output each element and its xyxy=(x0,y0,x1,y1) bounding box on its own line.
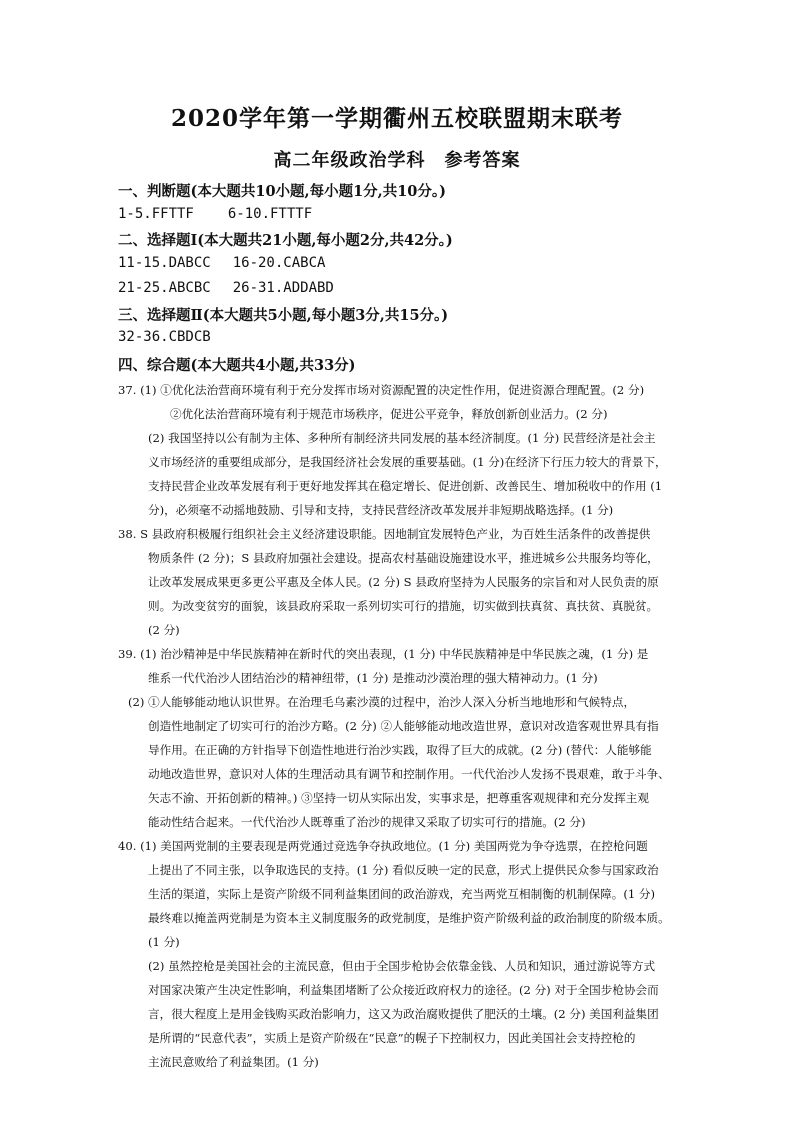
section-2-answers-row-2 xyxy=(118,280,334,296)
answer-group: 21-25.ABCBC xyxy=(118,280,211,296)
answer-line: 40. (1) 美国两党制的主要表现是两党通过竞选争夺执政地位。(1 分) 美国两党为争夺选票，在控枪问题 xyxy=(118,839,648,853)
answer-line: (1 分) xyxy=(148,935,180,949)
section-1-heading: 一、判断题(本大题共10小题,每小题1分,共10分。) xyxy=(118,183,447,200)
answer-line: 主流民意败给了利益集团。(1 分) xyxy=(148,1055,319,1069)
answer-line: ②优化法治营商环境有利于规范市场秩序，促进公平竞争，释放创新创业活力。(2 分) xyxy=(170,407,608,421)
answer-line: (2) ①人能够能动地认识世界。在治理毛乌素沙漠的过程中，治沙人深入分析当地地形和气候特点， xyxy=(128,695,636,709)
answer-line: 38. S 县政府积极履行组织社会主义经济建设职能。因地制宜发展特色产业，为百姓生活条件的改善提供 xyxy=(118,527,651,541)
answer-line: (2) 我国坚持以公有制为主体、多种所有制经济共同发展的基本经济制度。(1 分) 民营经济是社会主 xyxy=(148,431,656,445)
answer-line: 创造性地制定了切实可行的治沙方略。(2 分) ②人能够能动地改造世界，意识对改造客观世界具有指 xyxy=(148,719,659,733)
answer-group: 1-5.FFTTF xyxy=(118,206,194,222)
answer-line: 支持民营企业改革发展有利于更好地发挥其在稳定增长、促进创新、改善民生、增加税收中的作用 (1 xyxy=(148,479,663,493)
answer-line: 让改革发展成果更多更公平惠及全体人民。(2 分) S 县政府坚持为人民服务的宗旨和对人民负责的原 xyxy=(148,575,659,589)
answer-line: 矢志不渝、开拓创新的精神。) ③坚持一切从实际出发，实事求是，把尊重客观规律和充分发挥主观 xyxy=(148,791,649,805)
answer-line: 最终难以掩盖两党制是为资本主义制度服务的政党制度，是维护资产阶级利益的政治制度的阶级本质。 xyxy=(148,911,670,925)
section-3-answers: 32-36.CBDCB xyxy=(118,329,211,345)
section-3-heading: 三、选择题Ⅱ(本大题共5小题,每小题3分,共15分。) xyxy=(118,307,449,324)
answer-line: 义市场经济的重要组成部分，是我国经济社会发展的重要基础。(1 分)在经济下行压力较大的背景下， xyxy=(148,455,667,469)
answer-line: 37. (1) ①优化法治营商环境有利于充分发挥市场对资源配置的决定性作用，促进资源合理配置。(2 分) xyxy=(118,383,645,397)
section-2-answers-row-1 xyxy=(118,255,325,271)
section-1-answers xyxy=(118,206,312,222)
answer-group: 11-15.DABCC xyxy=(118,255,211,271)
answer-group: 26-31.ADDABD xyxy=(232,280,334,296)
answer-line: 导作用。在正确的方针指导下创造性地进行治沙实践，取得了巨大的成就。(2 分) (替代：人能够能 xyxy=(148,743,652,757)
answer-line: 生活的渠道，实际上是资产阶级不同利益集团间的政治游戏，充当两党互相制衡的机制保障。(1 分) xyxy=(148,887,656,901)
answer-line: 维系一代代治沙人团结治沙的精神纽带，(1 分) 是推动沙漠治理的强大精神动力。(1 分) xyxy=(148,671,598,685)
answer-line: 动地改造世界，意识对人体的生理活动具有调节和控制作用。一代代治沙人发扬不畏艰难，敢于斗争、 xyxy=(148,767,670,781)
answer-line: (2) 虽然控枪是美国社会的主流民意，但由于全国步枪协会依靠金钱、人员和知识，通过游说等方式 xyxy=(148,959,656,973)
answer-group: 6-10.FTTTF xyxy=(227,206,313,222)
answer-line: 上提出了不同主张，以争取选民的支持。(1 分) 看似反映一定的民意，形式上提供民众参与国家政治 xyxy=(148,863,659,877)
answer-line: (2 分) xyxy=(148,623,180,637)
answer-line: 言，很大程度上是用金钱购买政治影响力，这又为政治腐败提供了肥沃的土壤。(2 分) 美国利益集团 xyxy=(148,1007,659,1021)
answer-line: 分)，必须毫不动摇地鼓励、引导和支持，支持民营经济改革发展并非短期战略选择。(1 分) xyxy=(148,503,614,517)
answer-line: 物质条件 (2 分)；S 县政府加强社会建设。提高农村基础设施建设水平，推进城乡公共服务均等化， xyxy=(148,551,659,565)
page-title: 2020学年第一学期衢州五校联盟期末联考 xyxy=(170,105,623,132)
page-subtitle: 高二年级政治学科 参考答案 xyxy=(273,150,521,171)
answer-line: 对国家决策产生决定性影响，利益集团堵断了公众接近政府权力的途径。(2 分) 对于全国步枪协会而 xyxy=(148,983,659,997)
section-4-heading: 四、综合题(本大题共4小题,共33分) xyxy=(118,357,356,374)
answer-line: 能动性结合起来。一代代治沙人既尊重了治沙的规律又采取了切实可行的措施。(2 分) xyxy=(148,815,586,829)
answer-group: 16-20.CABCA xyxy=(232,255,326,271)
answer-line: 则。为改变贫穷的面貌，该县政府采取一系列切实可行的措施，切实做到扶真贫、真扶贫、真脱贫。 xyxy=(148,599,659,613)
section-2-heading: 二、选择题Ⅰ(本大题共21小题,每小题2分,共42分。) xyxy=(118,232,453,249)
answer-line: 39. (1) 治沙精神是中华民族精神在新时代的突出表现，(1 分) 中华民族精神是中华民族之魂，(1 分) 是 xyxy=(118,647,649,661)
answer-line: 是所谓的“民意代表”，实质上是资产阶级在“民意”的幌子下控制权力，因此美国社会支持控枪的 xyxy=(148,1031,636,1045)
